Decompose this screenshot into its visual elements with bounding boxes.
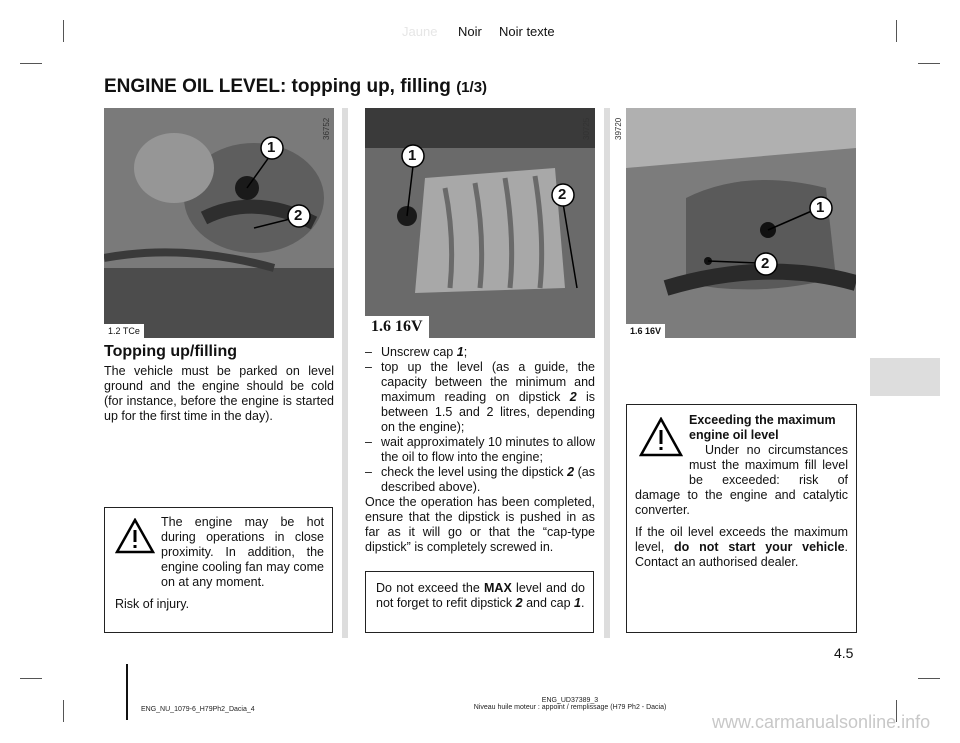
header-jaune: Jaune — [402, 24, 438, 39]
intro-text: The vehicle must be parked on level ground and the engine should be cold (for instance, before the engine is started up for the first time in the day). — [104, 364, 334, 423]
steps-list — [365, 345, 595, 495]
warning-title: Exceeding the maximum engine oil level — [689, 413, 836, 442]
crop-mark — [918, 63, 940, 64]
engine-photo-2 — [365, 108, 595, 338]
callout-1: 1 — [816, 199, 825, 216]
footer-center — [440, 697, 700, 711]
step-ref: 2 — [567, 465, 575, 479]
image-code: 39720 — [614, 117, 623, 140]
warning-part: If the oil level exceeds the maximum level, — [635, 525, 848, 554]
step-text: ; — [463, 345, 468, 359]
watermark: www.carmanualsonline.info — [712, 712, 931, 732]
steps-block — [365, 345, 595, 555]
crop-mark — [918, 678, 940, 679]
page-title — [104, 76, 487, 98]
crop-mark — [20, 678, 42, 679]
step-item — [365, 360, 595, 435]
footer-left: ENG_NU_1079-6_H79Ph2_Dacia_4 — [141, 706, 255, 713]
warning-text: Under no circumstances must the maximum fill level be exceeded: risk of damage to the engine and catalytic converter. — [635, 443, 848, 517]
note-part: Do not exceed the — [376, 581, 485, 595]
photo-caption: 1.6 16V — [626, 324, 665, 338]
photo-caption: 1.6 16V — [365, 316, 429, 338]
step-item — [365, 465, 595, 495]
crop-mark — [896, 20, 897, 42]
engine-photo-3 — [626, 108, 856, 338]
crop-mark — [20, 63, 42, 64]
warning-strong: do not start your vehicle — [674, 540, 845, 554]
warning-box-hot — [104, 507, 333, 633]
footer-bar — [126, 664, 128, 720]
step-text: (as described above). — [381, 465, 595, 494]
step-item — [365, 435, 595, 465]
note-ref: 1 — [574, 596, 581, 610]
step-text: top up the level (as a guide, the capacity between the minimum and maximum reading on dipstick — [381, 360, 595, 404]
after-text: Once the operation has been completed, ensure that the dipstick is pushed in as far as it will go or that the “cap-type dipstick” is completely screwed in. — [365, 495, 595, 554]
title-main: ENGINE OIL LEVEL: topping up, filling — [104, 76, 451, 97]
note-ref: 2 — [515, 596, 523, 610]
column-divider — [342, 108, 348, 638]
warning-part: . Contact an authorised dealer. — [635, 540, 849, 569]
note-max: MAX — [484, 581, 512, 595]
step-text: Unscrew cap — [381, 345, 457, 359]
callout-2: 2 — [761, 255, 770, 272]
section-heading: Topping up/filling — [104, 343, 237, 360]
page-number: 4.5 — [834, 645, 854, 661]
footer-desc: Niveau huile moteur : appoint / remplissage (H79 Ph2 - Dacia) — [473, 704, 667, 711]
header-noir-texte: Noir texte — [499, 24, 555, 39]
crop-mark — [63, 700, 64, 722]
step-text: is between 1.5 and 2 litres, depending on the engine); — [381, 390, 595, 434]
callout-1: 1 — [408, 147, 417, 164]
column-divider — [604, 108, 610, 638]
engine-photo-1 — [104, 108, 334, 338]
note-text — [376, 581, 585, 611]
callout-2: 2 — [558, 186, 567, 203]
warning-content — [635, 413, 848, 570]
warning-risk: Risk of injury. — [115, 597, 190, 611]
float-spacer — [115, 515, 161, 577]
warning-body: The engine may be hot during operations in close proximity. In addition, the engine cooling fan may come on at any moment. — [161, 515, 324, 589]
step-text: wait approximately 10 minutes to allow the oil to flow into the engine; — [381, 435, 595, 464]
image-code: 36752 — [322, 117, 331, 140]
step-ref: 1 — [456, 345, 464, 359]
callout-1: 1 — [267, 139, 276, 156]
float-spacer — [635, 413, 689, 481]
note-part: and cap — [522, 596, 575, 610]
note-box — [365, 571, 594, 633]
warning-action — [635, 518, 848, 570]
footer-code: ENG_UD37389_3 — [541, 697, 599, 704]
step-text: check the level using the dipstick — [381, 465, 568, 479]
callout-2: 2 — [294, 207, 303, 224]
image-code: 30725 — [582, 117, 591, 140]
note-part: level and do not forget to refit dipstick — [376, 581, 585, 610]
photo-caption: 1.2 TCe — [104, 324, 144, 338]
chapter-tab — [870, 358, 940, 396]
step-item — [365, 345, 595, 360]
crop-mark — [63, 20, 64, 42]
warning-text — [115, 515, 324, 612]
step-ref: 2 — [569, 390, 577, 404]
header-noir: Noir — [458, 24, 482, 39]
warning-box-max-level — [626, 404, 857, 633]
title-part: (1/3) — [456, 79, 488, 96]
note-part: . — [581, 596, 585, 610]
